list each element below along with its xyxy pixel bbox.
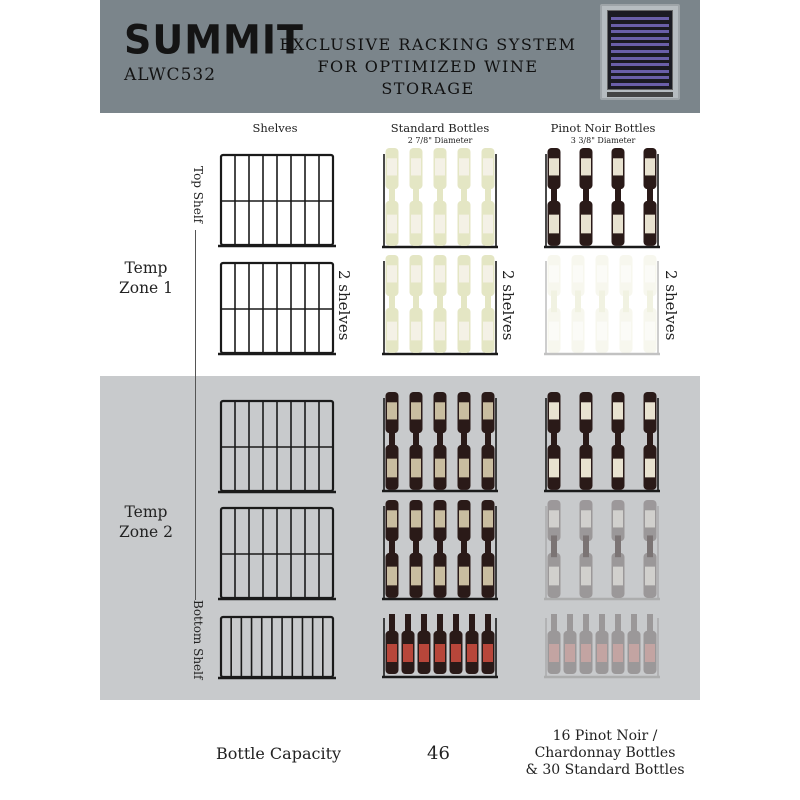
brand-logo: SUMMIT <box>124 16 304 64</box>
shelf-rack-4 <box>218 505 336 603</box>
standard-heading-text: Standard Bottles <box>390 121 490 135</box>
zone-divider-line <box>195 230 196 600</box>
zone-2-label-line-1: Temp <box>124 503 168 521</box>
shelf-rack-bottom <box>218 614 336 682</box>
fridge-base-grille <box>607 92 673 97</box>
shelf-rack-2 <box>218 260 336 358</box>
zone-1-label-line-1: Temp <box>124 259 168 277</box>
zone-2-label-line-2: Zone 2 <box>118 523 174 541</box>
fridge-rack-line <box>611 17 669 20</box>
two-shelves-label-shelves: 2 shelves <box>335 270 353 341</box>
column-heading-standard <box>375 121 505 145</box>
mixed-capacity-line-2: Chardonnay Bottles <box>534 745 676 761</box>
standard-rack-bottom-red-bottles <box>380 610 500 680</box>
pinot-rack-3-bottles <box>542 390 662 494</box>
mixed-capacity-note <box>525 728 685 779</box>
spec-sheet <box>100 0 700 800</box>
two-shelves-label-standard: 2 shelves <box>499 270 517 341</box>
fridge-glass-door <box>607 10 673 90</box>
standard-diameter: 2 7/8" Diameter <box>407 136 473 145</box>
standard-rack-4-red-bottles <box>380 498 500 602</box>
zone-1-label <box>114 258 178 298</box>
fridge-rack-line <box>611 37 669 40</box>
pinot-diameter: 3 3/8" Diameter <box>570 136 636 145</box>
pinot-rack-4-faded-bottles <box>542 498 662 602</box>
header-title-line-1: EXCLUSIVE RACKING SYSTEM <box>279 35 577 54</box>
header-band <box>100 0 700 113</box>
fridge-rack-line <box>611 24 669 27</box>
bottle-capacity-value: 46 <box>427 743 450 764</box>
two-shelves-label-pinot: 2 shelves <box>662 270 680 341</box>
fridge-rack-line <box>611 70 669 73</box>
zone-1-label-line-2: Zone 1 <box>118 279 174 297</box>
standard-rack-3-red-bottles <box>380 390 500 494</box>
mixed-capacity-line-3: & 30 Standard Bottles <box>525 762 685 778</box>
bottle-capacity-label: Bottle Capacity <box>216 744 342 763</box>
column-heading-shelves: Shelves <box>252 121 298 135</box>
fridge-rack-line <box>611 43 669 46</box>
fridge-rack-line <box>611 57 669 60</box>
standard-rack-1-white-bottles <box>380 146 500 250</box>
pinot-rack-1-bottles <box>542 146 662 250</box>
header-title-line-2: FOR OPTIMIZED WINE STORAGE <box>317 57 539 98</box>
fridge-rack-line <box>611 63 669 66</box>
zone-2-label <box>114 502 178 542</box>
mixed-capacity-line-1: 16 Pinot Noir / <box>552 728 658 744</box>
standard-rack-2-white-bottles <box>380 253 500 357</box>
pinot-rack-bottom-faded-bottles <box>542 610 662 680</box>
header-title <box>268 34 588 100</box>
fridge-rack-line <box>611 76 669 79</box>
pinot-rack-2-faded-bottles <box>542 253 662 357</box>
top-shelf-label: Top Shelf <box>191 166 205 224</box>
fridge-rack-line <box>611 30 669 33</box>
bottom-shelf-label: Bottom Shelf <box>191 600 205 680</box>
fridge-rack-line <box>611 50 669 53</box>
shelf-rack-1 <box>218 152 336 250</box>
fridge-rack-line <box>611 83 669 86</box>
shelf-rack-3 <box>218 398 336 496</box>
pinot-heading-text: Pinot Noir Bottles <box>550 121 656 135</box>
model-code: ALWC532 <box>124 65 217 85</box>
column-heading-pinot <box>538 121 668 145</box>
wine-fridge-image <box>600 4 680 100</box>
